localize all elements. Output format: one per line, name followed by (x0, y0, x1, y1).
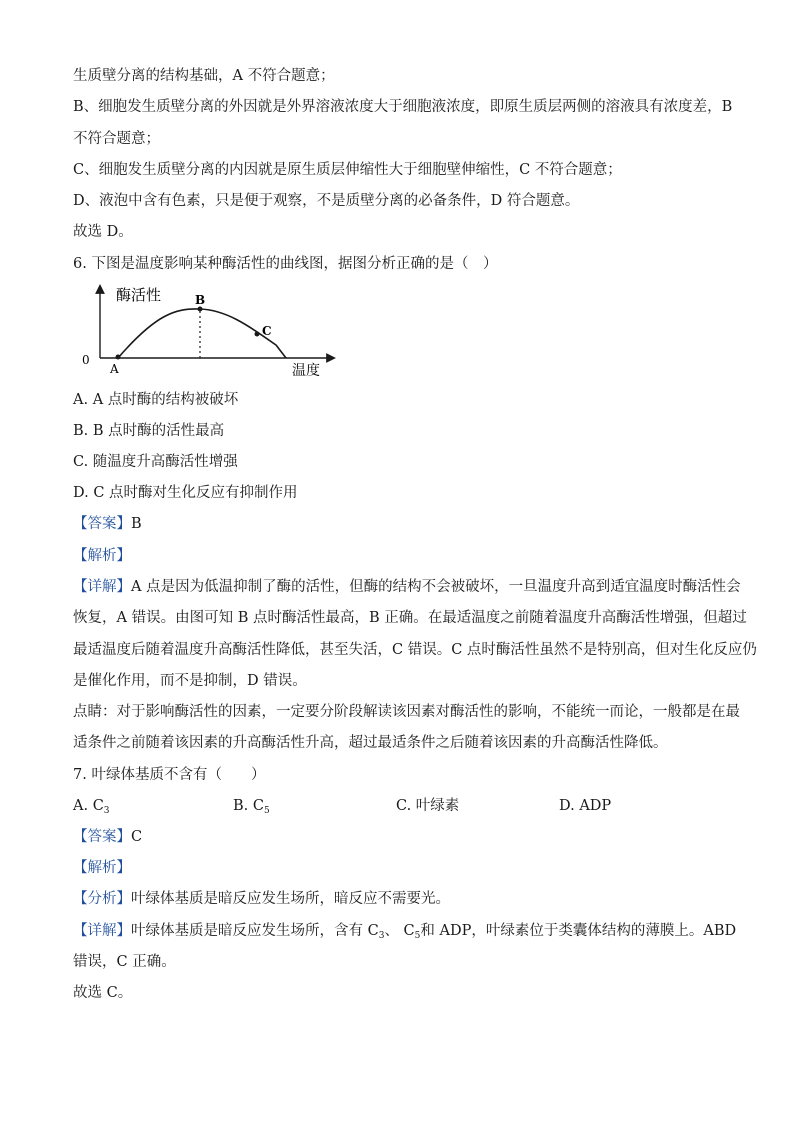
point-b-marker (198, 307, 203, 312)
analysis-text: 叶绿体基质是暗反应发生场所，暗反应不需要光。 (131, 891, 450, 907)
analysis-7-tag (73, 858, 131, 878)
point-b-label: B (195, 293, 206, 307)
answer-tag: 【答案】 (73, 829, 131, 845)
origin-label: 0 (82, 353, 90, 367)
option-text: B. C (233, 798, 264, 814)
option-d-explanation: D、液泡中含有色素，只是便于观察，不是质壁分离的必备条件，D 符合题意。 (73, 193, 580, 209)
answer-conclusion: 故选 D。 (73, 224, 133, 240)
question-7-stem: 7. 叶绿体基质不含有（ ） (73, 767, 266, 783)
question-6-option-b: B. B 点时酶的活性最高 (73, 423, 225, 439)
detail-7-line-3: 故选 C。 (73, 985, 133, 1001)
detail-tag: 【详解】 (73, 579, 131, 595)
detail-text: 和 ADP，叶绿素位于类囊体结构的薄膜上。ABD (420, 923, 737, 939)
chart-svg (76, 280, 346, 380)
option-b-explanation: B、细胞发生质壁分离的外因就是外界溶液浓度大于细胞液浓度，即原生质层两侧的溶液具有浓度差，B (73, 99, 733, 115)
answer-value: B (131, 516, 142, 532)
point-c-marker (255, 332, 260, 337)
analysis-tag: 【解析】 (73, 548, 131, 564)
text-line: 不符合题意； (73, 131, 160, 147)
option-text: A. C (73, 798, 104, 814)
tip-6-line-1: 点睛：对于影响酶活性的因素，一定要分阶段解读该因素对酶活性的影响，不能统一而论，一般都是在最 (73, 704, 740, 720)
question-7-option-c: C. 叶绿素 (396, 798, 460, 814)
answer-6-row (73, 514, 142, 534)
question-6-option-d: D. C 点时酶对生化反应有抑制作用 (73, 485, 298, 501)
detail-7-line-1 (73, 921, 736, 941)
subscript: 5 (263, 806, 270, 816)
point-c-label: C (262, 324, 272, 338)
answer-value: C (131, 829, 143, 845)
detail-6-line-2: 恢复，A 错误。由图可知 B 点时酶活性最高，B 正确。在最适温度之前随着温度升高酶活性增强，但超过 (73, 610, 747, 626)
subscript: 5 (414, 931, 421, 941)
subscript: 3 (103, 806, 110, 816)
detail-7-line-2: 错误，C 正确。 (73, 954, 176, 970)
text-line: 生质壁分离的结构基础，A 不符合题意； (73, 68, 335, 84)
option-c-explanation: C、细胞发生质壁分离的内因就是原生质层伸缩性大于细胞壁伸缩性，C 不符合题意； (73, 162, 622, 178)
detail-6-line-4: 是催化作用，而不是抑制，D 错误。 (73, 673, 307, 689)
analysis-7-row (73, 889, 450, 909)
detail-6-line-3: 最适温度后随着温度升高酶活性降低，甚至失活，C 错误。C 点时酶活性虽然不是特别高，但对生化反应仍 (73, 642, 757, 658)
detail-tag: 【详解】 (73, 923, 131, 939)
x-axis-label: 温度 (292, 363, 320, 379)
analysis-sub-tag: 【分析】 (73, 891, 131, 907)
detail-6-line-1 (73, 577, 741, 597)
question-7-option-a (73, 796, 110, 816)
enzyme-activity-chart (76, 280, 346, 380)
tip-6-line-2: 适条件之前随着该因素的升高酶活性升高，超过最适条件之后随着该因素的升高酶活性降低。 (73, 735, 668, 751)
subscript: 3 (378, 931, 385, 941)
question-6-option-c: C. 随温度升高酶活性增强 (73, 454, 238, 470)
question-7-option-b (233, 796, 270, 816)
analysis-tag: 【解析】 (73, 860, 131, 876)
activity-curve (118, 309, 286, 358)
y-axis-label: 酶活性 (116, 286, 162, 304)
answer-7-row (73, 827, 142, 847)
answer-tag: 【答案】 (73, 516, 131, 532)
question-6-option-a: A. A 点时酶的结构被破坏 (73, 392, 239, 408)
question-6-stem: 6. 下图是温度影响某种酶活性的曲线图，据图分析正确的是（ ） (73, 256, 498, 272)
point-a-label: A (110, 362, 119, 376)
point-a-marker (116, 355, 121, 360)
detail-text: 叶绿体基质是暗反应发生场所，含有 C (131, 923, 379, 939)
detail-text: 、 C (384, 923, 415, 939)
question-7-option-d: D. ADP (559, 798, 612, 814)
analysis-6-tag (73, 546, 131, 566)
detail-text: A 点是因为低温抑制了酶的活性，但酶的结构不会被破坏，一旦温度升高到适宜温度时酶活性会 (131, 579, 741, 595)
